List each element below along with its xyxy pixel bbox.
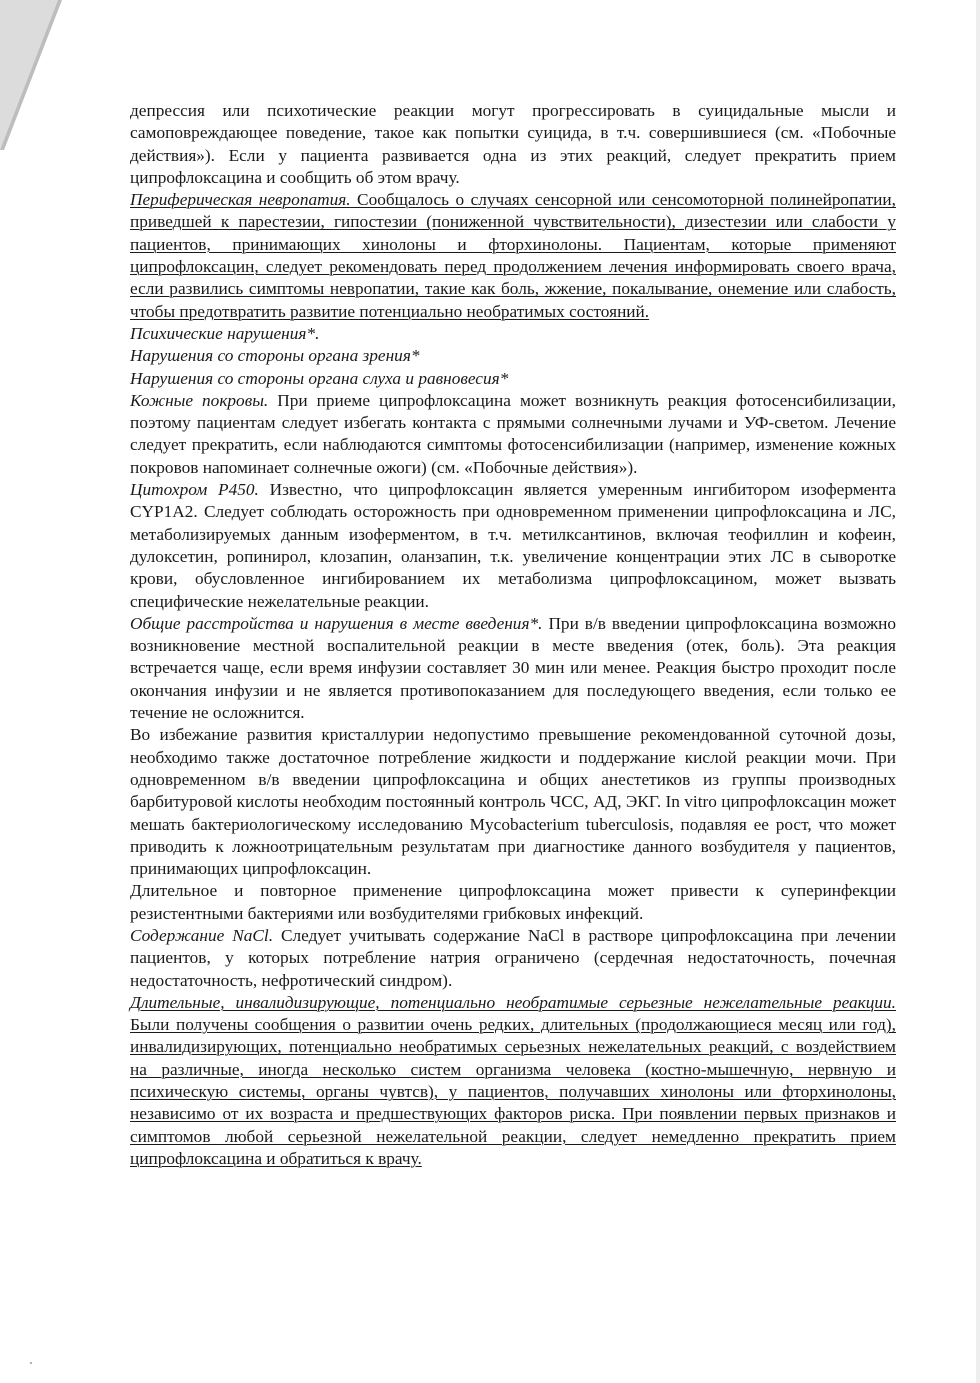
heading-vision-disorders: Нарушения со стороны органа зрения*	[130, 346, 420, 366]
text-serious-reactions: Были получены сообщения о развитии очень редких, длительных (продолжающиеся месяц или год), инвалидизирующих, потенциально необратимых серьезных нежелательных реакций, с воздействием на различные, иногда несколько систем организма человека (костно-мышечную, нервную и психическую системы, органы чувтсв), у пациентов, получавших хинолоны или фторхинолоны, независимо от их возраста и предшествующих факторов риска. При появлении первых признаков и симптомов любой серьезной нежелательной реакции, следует немедленно прекратить прием ципрофлоксацина и обратиться к врачу.	[130, 1015, 896, 1168]
paragraph-crystalluria: Во избежание развития кристаллурии недопустимо превышение рекомендованной суточной дозы, необходимо также достаточное потребление жидкости и поддержание кислой реакции мочи. При одновременном в/в введении ципрофлоксацина и общих анестетиков из группы производных барбитуровой кислоты необходим постоянный контроль ЧСС, АД, ЭКГ. In vitro ципрофлоксацин может мешать бактериологическому исследованию Mycobacterium tuberculosis, подавляя ее рост, что может приводить к ложноотрицательным результатам при диагностике данного возбудителя у пациентов, принимающих ципрофлоксацин.	[130, 725, 896, 879]
heading-skin: Кожные покровы.	[130, 390, 269, 410]
paragraph-skin	[130, 390, 896, 479]
paragraph-depression: депрессия или психотические реакции могут прогрессировать в суицидальные мысли и самоповреждающее поведение, такое как попытки суицида, в т.ч. совершившиеся (см. «Побочные действия»). Если у пациента развивается одна из этих реакций, следует прекратить прием ципрофлоксацина и сообщить об этом врачу.	[130, 101, 896, 187]
paragraph-peripheral-neuropathy	[130, 189, 896, 323]
text-skin: При приеме ципрофлоксацина может возникнуть реакция фотосенсибилизации, поэтому пациентам следует избегать контакта с прямыми солнечными лучами и УФ-светом. Лечение следует прекратить, если наблюдаются симптомы фотосенсибилизации (например, изменение кожных покровов напоминает солнечные ожоги) (см. «Побочные действия»).	[130, 390, 896, 477]
text-cytochrome: Известно, что ципрофлоксацин является умеренным ингибитором изофермента CYP1A2. Следует соблюдать осторожность при одновременном применении ципрофлоксацина и ЛС, метаболизируемых данным изоферментом, в т.ч. метилксантинов, включая теофиллин и кофеин, дулоксетин, ропинирол, клозапин, оланзапин, т.к. увеличение концентрации этих ЛС в сыворотке крови, обусловленное ингибированием их метаболизма ципрофлоксацином, может вызвать специфические нежелательные реакции.	[130, 480, 896, 611]
heading-nacl: Содержание NaCl.	[130, 925, 274, 945]
text-peripheral-neuropathy: Сообщалось о случаях сенсорной или сенсомоторной полинейропатии, приведшей к парестезии, гипостезии (пониженной чувствительности), дизестезии или слабости у пациентов, принимающих хинолоны и фторхинолоны. Пациентам, которые применяют ципрофлоксацин, следует рекомендовать перед продолжением лечения информировать своего врача, если развились симптомы невропатии, такие как боль, жжение, покалывание, онемение или слабость, чтобы предотвратить развитие потенциально необратимых состояний.	[130, 190, 896, 321]
heading-mental-disorders: Психические нарушения*.	[130, 323, 320, 343]
paragraph-injection-site	[130, 613, 896, 724]
paragraph-nacl	[130, 925, 896, 992]
heading-peripheral-neuropathy: Периферическая невропатия.	[130, 190, 351, 210]
paragraph-superinfection: Длительное и повторное применение ципрофлоксацина может привести к суперинфекции резистентными бактериями или возбудителями грибковых инфекций.	[130, 881, 896, 923]
heading-cytochrome: Цитохром Р450.	[130, 480, 259, 500]
heading-serious-reactions: Длительные, инвалидизирующие, потенциально необратимые серьезные нежелательные реакции.	[130, 992, 896, 1012]
text-nacl: Следует учитывать содержание NaCl в растворе ципрофлоксацина при лечении пациентов, у которых потребление натрия ограничено (сердечная недостаточность, почечная недостаточность, нефротический синдром).	[130, 925, 896, 990]
heading-injection-site: Общие расстройства и нарушения в месте введения*.	[130, 613, 543, 633]
paragraph-serious-reactions	[130, 992, 896, 1170]
scan-speck	[30, 1362, 32, 1364]
text-injection-site: При в/в введении ципрофлоксацина возможно возникновение местной воспалительной реакции в месте введения (отек, боль). Эта реакция встречается чаще, если время инфузии составляет 30 мин или менее. Реакция быстро проходит после окончания инфузии и не является противопоказанием для последующего введения, если только ее течение не осложнится.	[130, 613, 896, 723]
document-page	[130, 100, 896, 1170]
paragraph-cytochrome	[130, 479, 896, 613]
heading-hearing-disorders: Нарушения со стороны органа слуха и равновесия*	[130, 368, 509, 388]
